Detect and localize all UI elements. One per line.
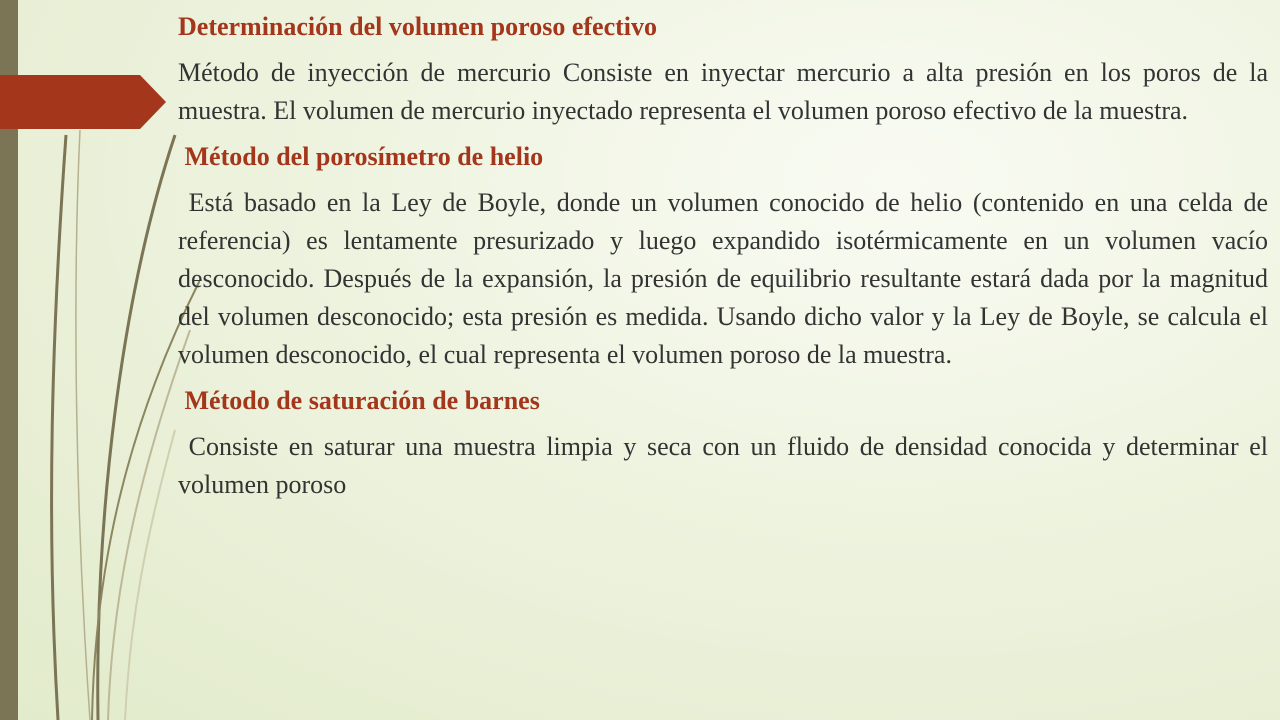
helium-porosimeter-heading: Método del porosímetro de helio bbox=[178, 142, 544, 171]
title-arrow-marker bbox=[0, 75, 166, 129]
decorative-curve-1 bbox=[52, 135, 66, 720]
barnes-saturation-paragraph: Consiste en saturar una muestra limpia y seca con un fluido de densidad conocida y determinar el volumen poroso bbox=[178, 432, 1275, 499]
decorative-curve-5 bbox=[125, 430, 175, 720]
slide-content bbox=[178, 8, 1275, 512]
mercury-injection-paragraph: Método de inyección de mercurio Consiste en inyectar mercurio a alta presión en los poros de la muestra. El volumen de mercurio inyectado representa el volumen poroso efectivo de la muestra. bbox=[178, 58, 1275, 125]
barnes-saturation-heading: Método de saturación de barnes bbox=[178, 386, 540, 415]
decorative-curve-6 bbox=[76, 130, 90, 720]
helium-porosimeter-paragraph: Está basado en la Ley de Boyle, donde un volumen conocido de helio (contenido en una celda de referencia) es lentamente presurizado y luego expandido isotérmicamente en un volumen vacío desconocido. Después de la expansión, la presión de equilibrio resultante estará dada por la magnitud del volumen desconocido; esta presión es medida. Usando dicho valor y la Ley de Boyle, se calcula el volumen desconocido, el cual representa el volumen poroso de la muestra. bbox=[178, 188, 1275, 369]
decorative-curve-2 bbox=[98, 135, 175, 720]
slide-title: Determinación del volumen poroso efectivo bbox=[178, 12, 657, 41]
